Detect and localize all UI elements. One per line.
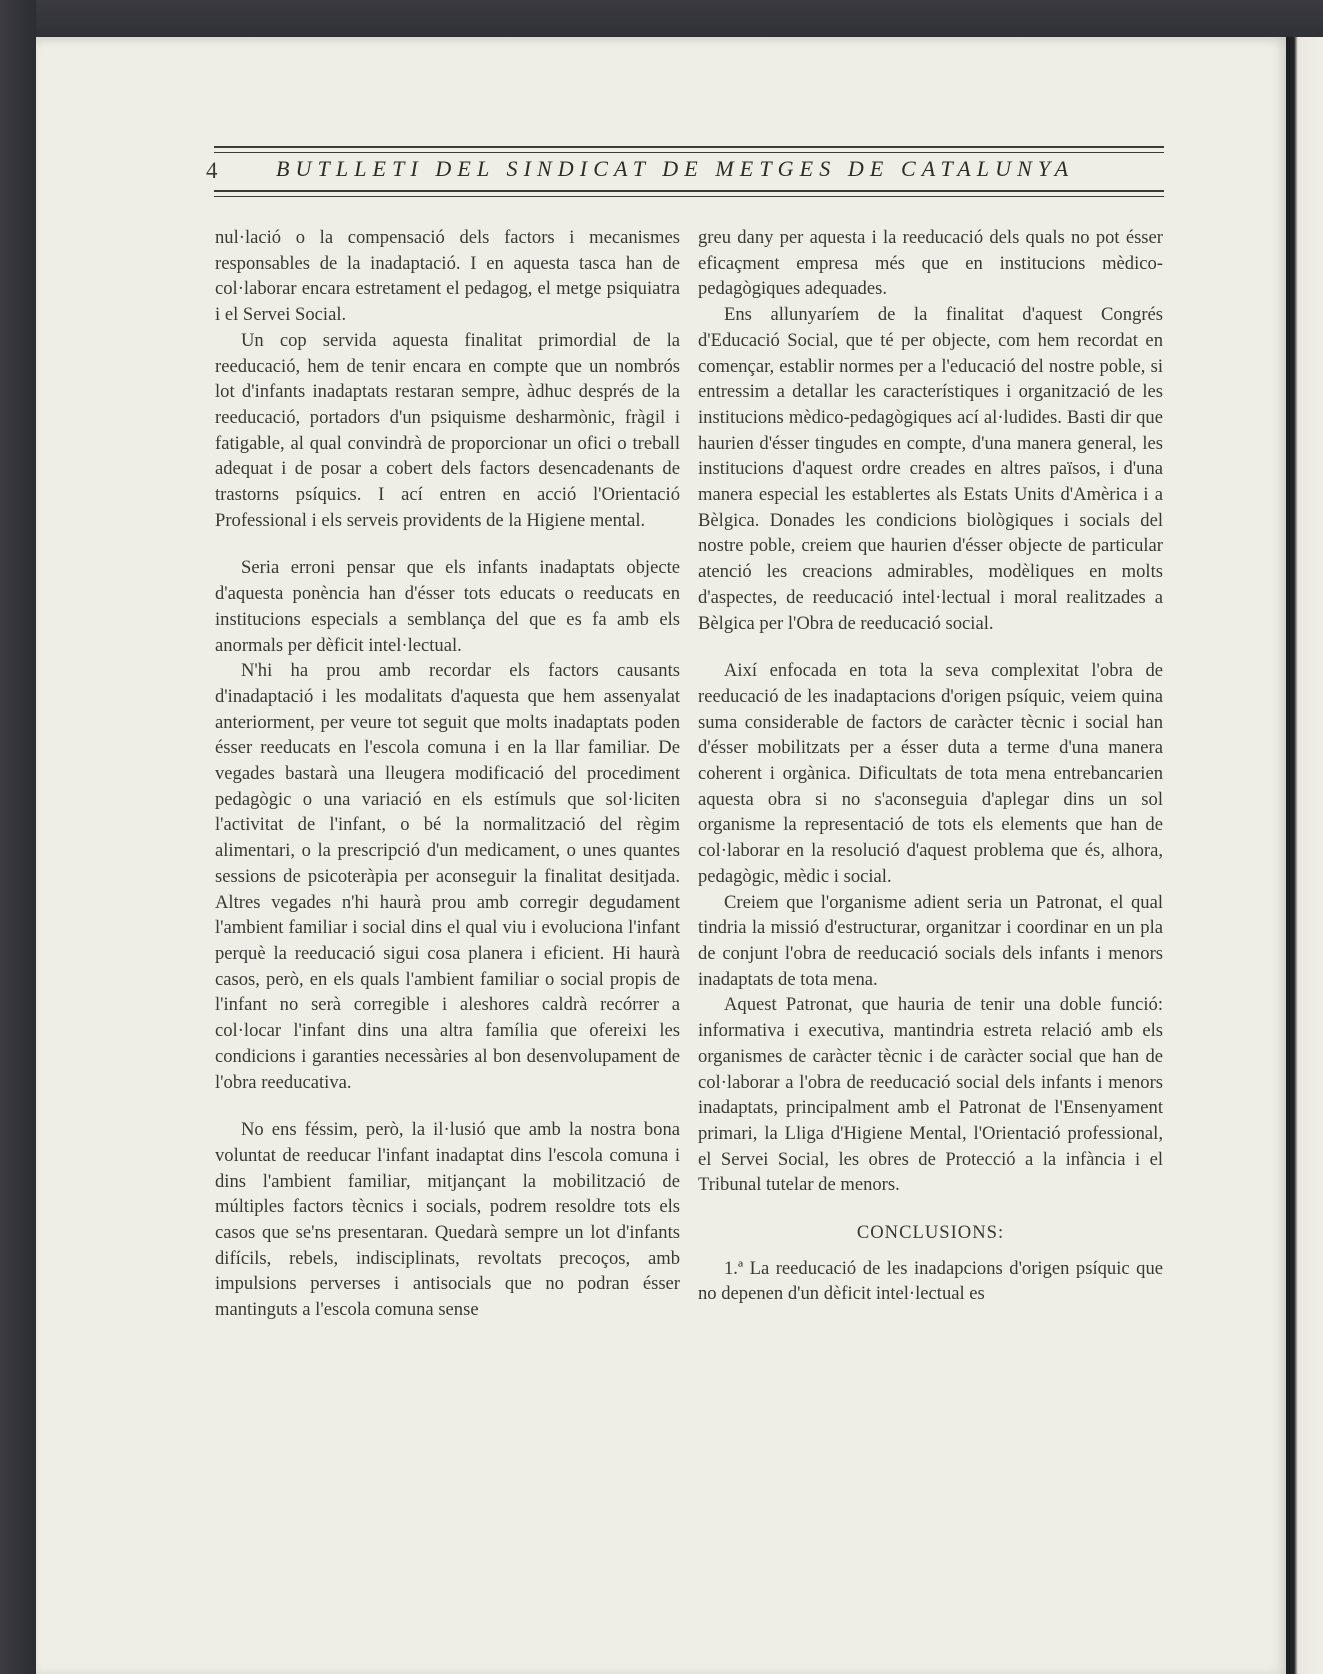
paragraph: greu dany per aquesta i la reeducació dels quals no pot ésser eficaçment empresa més que en institucions mèdico-pedagògiques adequades. xyxy=(698,227,1163,300)
paragraph: nul·lació o la compensació dels factors i mecanismes responsables de la inadaptació. I en aquesta tasca han de col·laborar encara estretament el pedagog, el metge psiquiatra i el Servei Social. xyxy=(215,227,680,326)
header-rule xyxy=(214,152,1164,153)
header-rule xyxy=(214,196,1164,197)
next-page-edge xyxy=(1286,37,1323,1674)
paragraph: No ens féssim, però, la il·lusió que amb la nostra bona voluntat de reeducar l'infant inadaptat dins l'escola comuna i dins l'ambient familiar, mitjançant la mobilització de múltiples factors tècnics i socials, podrem resoldre tots els casos que se'ns presentaran. Quedarà sempre un lot d'infants difícils, rebels, indisciplinats, revoltats precoços, amb impulsions perverses i antisocials que no podran ésser mantinguts a l'escola comuna sense xyxy=(215,1119,680,1321)
conclusion-item: 1.ª La reeducació de les inadapcions d'origen psíquic que no depenen d'un dèficit intel·lectual es xyxy=(698,1257,1163,1305)
conclusions-heading: CONCLUSIONS: xyxy=(856,1222,1005,1244)
scan-background-top xyxy=(0,0,1323,40)
paragraph: Així enfocada en tota la seva complexitat l'obra de reeducació de les inadaptacions d'origen psíquic, veiem quina suma considerable de factors de caràcter tècnic i social han d'ésser mobilitzats per a ésser duta a terme d'una manera coherent i orgànica. Dificultats de tota mena entrebancarien aquesta obra si no s'aconseguia d'aplegar dins un sol organisme la representació de tots els elements que han de col·laborar en la resolució d'aquest problema que és, alhora, pedagògic, mèdic i social. xyxy=(698,660,1163,887)
paragraph: Aquest Patronat, que hauria de tenir una doble funció: informativa i executiva, mantindria estreta relació amb els organismes de caràcter tècnic i de caràcter social que han de col·laborar a l'obra de reeducació social dels infants i menors inadaptats, principalment amb el Patronat de l'Ensenyament primari, la Lliga d'Higiene Mental, l'Orientació professional, el Servei Social, les obres de Protecció a la infància i el Tribunal tutelar de menors. xyxy=(698,994,1163,1196)
header-rule xyxy=(214,146,1164,148)
paragraph: Ens allunyaríem de la finalitat d'aquest Congrés d'Educació Social, que té per objecte, com hem recordat en començar, establir normes per a l'educació del nostre poble, si entressim a detallar les característiques i organització de les institucions mèdico-pedagògiques ací al·ludides. Basti dir que haurien d'ésser tingudes en compte, d'una manera general, les institucions d'aquest ordre creades en altres països, i d'una manera especial les establertes als Estats Units d'Amèrica i a Bèlgica. Donades les condicions biològiques i socials del nostre poble, creiem que haurien d'ésser objecte de particular atenció les creacions admirables, modèliques en molts d'aspectes, de reeducació intel·lectual i moral realitzades a Bèlgica per l'Obra de reeducació social. xyxy=(698,304,1163,634)
scan-background-left xyxy=(0,0,36,1674)
left-column xyxy=(215,225,680,1323)
page-number: 4 xyxy=(206,158,218,183)
paragraph: Un cop servida aquesta finalitat primordial de la reeducació, hem de tenir encara en compte que un nombrós lot d'infants inadaptats restaran sempre, àdhuc després de la reeducació, portadors d'un psiquisme desharmònic, fràgil i fatigable, al qual convindrà de proporcionar un ofici o treball adequat i de posar a cobert dels factors desencadenants de trastorns psíquics. I ací entren en acció l'Orientació Professional i els serveis providents de la Higiene mental. xyxy=(215,329,680,531)
paragraph: Creiem que l'organisme adient seria un Patronat, el qual tindria la missió d'estructurar, organitzar i coordinar en un pla de conjunt l'obra de reeducació socials dels infants i menors inadaptats de tota mena. xyxy=(698,891,1163,990)
paragraph: N'hi ha prou amb recordar els factors causants d'inadaptació i les modalitats d'aquesta que hem assenyalat anteriorment, per veure tot seguit que molts inadaptats poden ésser reeducats en l'escola comuna i en la llar familiar. De vegades bastarà una lleugera modificació del procediment pedagògic o una variació en els estímuls que sol·liciten l'activitat de l'infant, o bé la normalització del règim alimentari, o la prescripció d'un medicament, o unes quantes sessions de psicoteràpia per aconseguir la finalitat desitjada. Altres vegades n'hi haurà prou amb corregir degudament l'ambient familiar i social dins el qual viu i evoluciona l'infant perquè la reeducació sigui cosa planera i eficient. Hi haurà casos, però, en els quals l'ambient familiar o social propis de l'infant no serà corregible i aleshores caldrà recórrer a col·locar l'infant dins una altra família que ofereixi les condicions i garanties necessàries al bon desenvolupament de l'obra reeducativa. xyxy=(215,660,680,1093)
paragraph: Seria erroni pensar que els infants inadaptats objecte d'aquesta ponència han d'ésser tots educats o reeducats en institucions especials a semblança del que es fa amb els anormals per dèficit intel·lectual. xyxy=(215,557,680,656)
right-column xyxy=(698,225,1163,1307)
running-head-title: BUTLLETI DEL SINDICAT DE METGES DE CATALUNYA xyxy=(276,156,1075,181)
header-rule xyxy=(214,190,1164,192)
